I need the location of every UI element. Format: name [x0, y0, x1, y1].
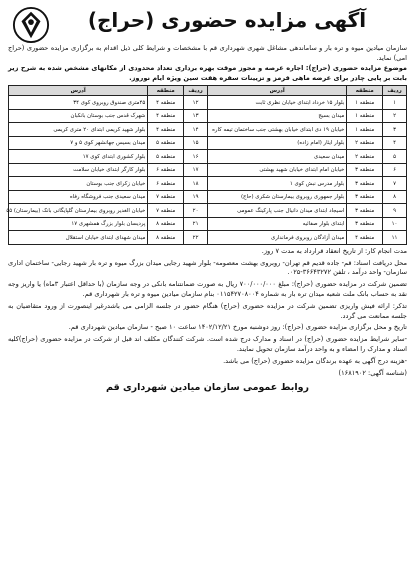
address-cell: بلوار کشوری ابتدای کوی ۱۷ [9, 150, 148, 164]
body-paragraph: -سایر شرایط مزایده حضوری (حراج) در اسناد و مدارک درج شده است. شرکت کنندگان مکلف اند قبل از شرکت در مزایده حضوری (حراج)کلیه اسناد و مدارک را امضاء و به واحد درآمد سازمان تحویل نمایند. [8, 335, 407, 354]
intro-paragraph: سازمان میادین میوه و تره بار و ساماندهی مشاغل شهری شهرداری قم با مشخصات و شرایط کلی ذیل اقدام به برگزاری مزایده حضوری (حراج امی) نماید. [8, 44, 407, 62]
municipality-logo-icon [12, 6, 50, 44]
row-index-cell: ۸ [383, 190, 407, 204]
address-cell: ابتدای بلوار صفائیه [208, 217, 347, 231]
body-paragraph: -هزینه درج آگهی به عهده برندگان مزایده حضوری (حراج) می باشد. [223, 356, 407, 365]
table-row [9, 217, 407, 231]
region-cell: منطقه ۲ [347, 150, 383, 164]
body-paragraphs [8, 247, 407, 379]
address-cell: بلوار ۱۵ خرداد ابتدای خیابان نظری ثابت [208, 96, 347, 110]
region-cell: منطقه ۷ [148, 204, 184, 218]
address-cell: پردیسان بلوار بزرگ همشهری ۱۷ [9, 217, 148, 231]
region-cell: منطقه ۱ [347, 123, 383, 137]
region-cell: منطقه ۴ [347, 231, 383, 245]
address-cell: میدان سعیدی [208, 150, 347, 164]
body-paragraph: تاریخ و محل برگزاری مزایده حضوری (حراج): روز دوشنبه مورخ ۱۴۰۲/۱۲/۲۱ ساعت ۱۰ صبح - سازمان میادین شهرداری قم. [68, 323, 407, 332]
row-index-cell: ۱۵ [184, 136, 208, 150]
row-index-cell: ۴ [383, 136, 407, 150]
table-row [9, 163, 407, 177]
address-cell: بلوار جمهوری روبروی بیمارستان شکری (حاج) [208, 190, 347, 204]
address-cell: میدان بسیج [208, 109, 347, 123]
row-index-cell: ۱۴ [184, 123, 208, 137]
header-row-index-left: ردیف [184, 86, 208, 96]
header-region-left: منطقه [148, 86, 184, 96]
region-cell: منطقه ۳ [347, 163, 383, 177]
row-index-cell: ۱ [383, 96, 407, 110]
header-address-left: آدرس [9, 86, 148, 96]
table-body [6, 96, 407, 245]
locations-table [8, 85, 407, 245]
row-index-cell: ۲۰ [184, 204, 208, 218]
body-paragraph: محل دریافت اسناد: قم- جاده قدیم قم تهران- روبروی بهشت معصومه- بلوار شهید رجایی میدان بزرگ میوه و تره بار شهید رجایی- ساختمان اداری سازمان- واحد درآمد ، تلفن ۳۶۶۴۳۲۷۲-۰۲۵. [8, 258, 407, 277]
address-cell: خیابان الغدیر روبروی بیمارستان گلپایگانی بانک (بیمارستان) ۵۵ [9, 204, 148, 218]
table-row [9, 231, 407, 245]
region-cell: منطقه ۴ [148, 96, 184, 110]
region-cell: منطقه ۶ [148, 177, 184, 191]
table-row [9, 136, 407, 150]
address-cell: خیابان ۱۹ دی ابتدای خیابان بهشتی جنب ساختمان تیمه کاره [208, 123, 347, 137]
header-row-index-right: ردیف [383, 86, 407, 96]
region-cell: منطقه ۳ [347, 177, 383, 191]
address-cell: خیابان زکرای جنب بوستان [9, 177, 148, 191]
subject-paragraph [8, 64, 407, 83]
region-cell: منطقه ۳ [347, 217, 383, 231]
address-cell: میدان سعیدی جنب فروشگاه رفاه [9, 190, 148, 204]
table-row [9, 177, 407, 191]
table-row [9, 123, 407, 137]
signature: روابط عمومی سازمان میادین شهرداری قم [106, 382, 309, 394]
address-cell: بلوار کارگر ابتدای خیابان سلامت [9, 163, 148, 177]
region-cell: منطقه ۲ [347, 136, 383, 150]
region-cell: منطقه ۵ [148, 150, 184, 164]
region-cell: منطقه ۶ [148, 163, 184, 177]
row-index-cell: ۵ [383, 150, 407, 164]
region-cell: منطقه ۱ [347, 109, 383, 123]
address-cell: میدان آزادگان روبروی فرمانداری [208, 231, 347, 245]
row-index-cell: ۱۱ [383, 231, 407, 245]
address-cell: بلوار ایثار (امام زاده) [208, 136, 347, 150]
body-paragraph: تذکر: ارائه فیش واریزی تضمین شرکت در مزایده حضوری (حراج) هنگام حضور در جلسه الزامی می باشدرغیر اینصورت از ورود متقاضیان به جلسه ممانعت می گردد. [8, 301, 407, 320]
address-cell: میدان شهدای ابتدای خیابان استقلال [9, 231, 148, 245]
region-cell: منطقه ۴ [148, 123, 184, 137]
table-row [9, 96, 407, 110]
address-cell: خیابان امام ابتدای خیابان شهید بهشتی [208, 163, 347, 177]
row-index-cell: ۱۲ [184, 96, 208, 110]
row-index-cell: ۱۰ [383, 217, 407, 231]
row-index-cell: ۱۶ [184, 150, 208, 164]
address-cell: ۴۵متری صندوق روبروی کوی ۳۴ [9, 96, 148, 110]
body-paragraph: تضمین شرکت در مزایده حضوری (حراج): مبلغ ۷۰۰/۰۰۰/۰۰۰ ریال به صورت ضمانتنامه بانکی در وجه سازمان (با حداقل اعتبار ۳ماه) یا واریز وجه نقد به حساب بانک ملت شعبه میدان تره بار به شماره ۰۱۱۵۴۲۷۰۸۰۰۴ بنام سازمان میادین میوه و تره بار شهرداری قم. [8, 280, 407, 299]
region-cell: منطقه ۳ [347, 190, 383, 204]
address-cell: میدان بسیس جهانشهر کوی ۵ و ۷ [9, 136, 148, 150]
table-row [9, 109, 407, 123]
body-paragraph: (شناسه آگهی: ۱۶۸۱۹۰۲) [338, 368, 407, 377]
locations-table-wrapper [8, 85, 407, 245]
address-cell: شهرک قدس جنب بوستان بانکبان [9, 109, 148, 123]
row-index-cell: ۷ [383, 177, 407, 191]
row-index-cell: ۱۹ [184, 190, 208, 204]
table-header-row [9, 86, 407, 96]
row-index-cell: ۳ [383, 123, 407, 137]
header-region-right: منطقه [347, 86, 383, 96]
table-row [9, 150, 407, 164]
region-cell: منطقه ۸ [148, 217, 184, 231]
row-index-cell: ۲ [383, 109, 407, 123]
address-cell: اسیجاد ابتدای میدان دانیال جنب پارکینگ عمومی [208, 204, 347, 218]
row-index-cell: ۶ [383, 163, 407, 177]
row-index-cell: ۲۲ [184, 231, 208, 245]
table-row [9, 190, 407, 204]
header-address-right: آدرس [208, 86, 347, 96]
region-cell: منطقه ۴ [148, 109, 184, 123]
row-index-cell: ۱۳ [184, 109, 208, 123]
row-index-cell: ۱۷ [184, 163, 208, 177]
page-title: آگهی مزایده حضوری (حراج) [87, 8, 367, 32]
row-index-cell: ۱۸ [184, 177, 208, 191]
header [8, 4, 407, 44]
region-cell: منطقه ۷ [148, 190, 184, 204]
table-row [9, 204, 407, 218]
body-paragraph: مدت انجام کار: از تاریخ انعقاد قرارداد به مدت ۷ روز. [261, 246, 407, 255]
region-cell: منطقه ۱ [347, 96, 383, 110]
row-index-cell: ۲۱ [184, 217, 208, 231]
region-cell: منطقه ۵ [148, 136, 184, 150]
region-cell: منطقه ۸ [148, 231, 184, 245]
region-cell: منطقه ۳ [347, 204, 383, 218]
row-index-cell: ۹ [383, 204, 407, 218]
address-cell: بلوار شهید کریمی ابتدای ۲۰ متری کریمی [9, 123, 148, 137]
address-cell: بلوار مدرس نبش کوی ۱ [208, 177, 347, 191]
subject-text: موضوع مزایده حضوری (حراج): اجاره عرصه و مجوز موقت بهره برداری تعداد محدودی از مکانهای مشخص شده به شرح زیر بابت بر پایی چادر برای عرضه ماهی قرمز و تزیینات سفره هفت سین ویژه ایام نوروز. [8, 64, 407, 82]
